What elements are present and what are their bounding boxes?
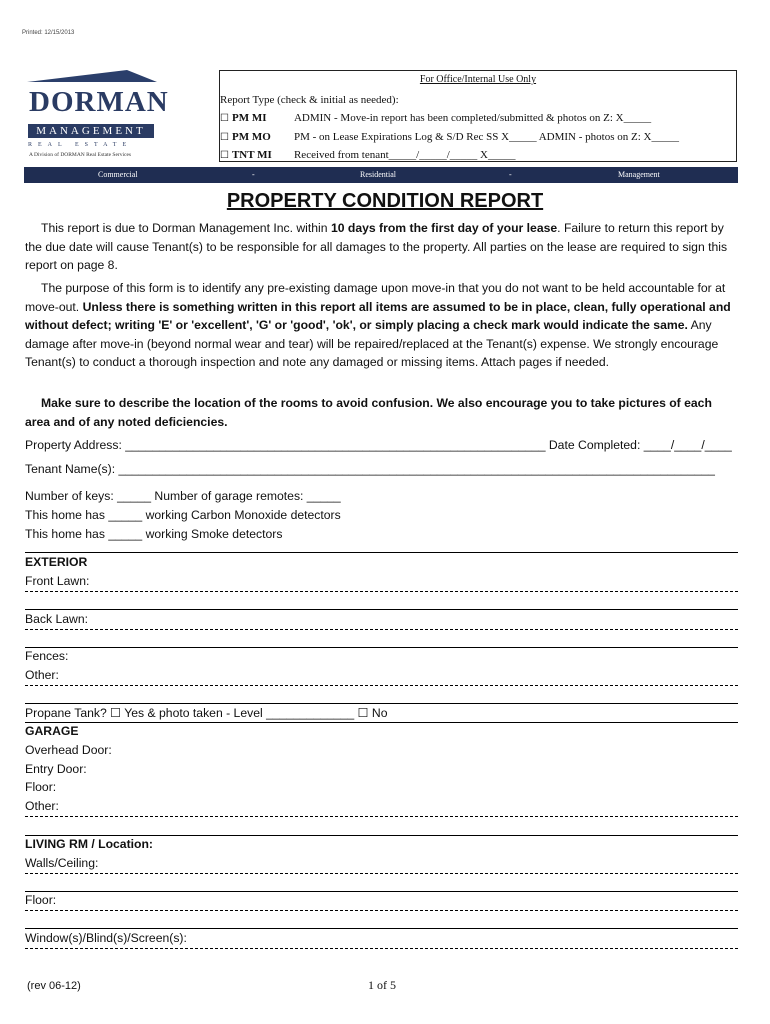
divider [25,928,738,929]
divider [25,647,738,648]
code-tnt-mi: TNT MI [231,149,272,161]
purpose-text-c: Any damage after move-in (beyond normal wear and tear) will be repaired/replaced at the Tenant(s) expense. We strongly encourage Tenant(s) to conduct a thorough inspection and note any damaged or missing items. Attach pages if needed. [25,318,719,369]
logo-real-estate: REAL ESTATE [28,142,133,148]
front-lawn-field[interactable]: Front Lawn: [25,574,90,588]
propane-tank-field[interactable]: Propane Tank? ☐ Yes & photo taken - Level _____________ ☐ No [25,706,388,720]
code-pm-mo: PM MO [231,131,271,143]
band-management: Management [618,170,660,179]
divider [25,910,738,911]
office-row-tnt-mi [220,149,515,161]
divider [25,629,738,630]
logo-management: MANAGEMENT [28,124,154,138]
purpose-paragraph [25,279,737,372]
instructions-paragraph: Make sure to describe the location of the rooms to avoid confusion. We also encourage you to take pictures of each area and of any noted deficiencies. [25,396,712,429]
living-floor-field[interactable]: Floor: [25,893,57,907]
office-box-title: For Office/Internal Use Only [419,74,537,85]
living-walls-field[interactable]: Walls/Ceiling: [25,856,99,870]
overhead-door-field[interactable]: Overhead Door: [25,743,112,757]
office-row-pm-mo [220,131,679,143]
divider [25,703,738,704]
office-use-box [219,70,737,162]
garage-other-field[interactable]: Other: [25,799,59,813]
tenant-names-field[interactable]: Tenant Name(s): ________________________________________________________________________________________ [25,462,715,476]
fences-field[interactable]: Fences: [25,649,69,663]
divider [25,685,738,686]
band-dash-1: - [252,170,255,179]
text-tnt-mi: Received from tenant_____/_____/_____ X_____ [293,149,516,161]
intro-text-a: This report is due to Dorman Management Inc. within [41,221,331,235]
co-detectors-field[interactable]: This home has _____ working Carbon Monoxide detectors [25,508,341,522]
divider [25,552,738,553]
text-pm-mo: PM - on Lease Expirations Log & S/D Rec SS X_____ ADMIN - photos on Z: X_____ [293,131,679,143]
property-address-field[interactable]: Property Address: ______________________________________________________________ Date Completed: ____/____/____ [25,438,732,452]
revision-label: (rev 06-12) [27,980,81,992]
divider [25,873,738,874]
checkbox-pm-mo[interactable]: ☐ [220,132,229,143]
page-title: PROPERTY CONDITION REPORT [226,190,544,212]
report-type-label: Report Type (check & initial as needed): [220,94,399,106]
divider [25,591,738,592]
band-commercial: Commercial [98,170,138,179]
logo-division: A Division of DORMAN Real Estate Services [29,152,132,158]
divider [25,722,738,723]
printed-date: Printed: 12/15/2013 [22,30,75,36]
band-residential: Residential [360,170,396,179]
divider [25,891,738,892]
services-band [24,167,738,183]
code-pm-mi: PM MI [231,112,267,124]
logo-name: DORMAN [29,86,169,118]
logo-roof [27,70,157,82]
checkbox-pm-mi[interactable]: ☐ [220,113,229,124]
divider [25,948,738,949]
band-dash-2: - [509,170,512,179]
checkbox-tnt-mi[interactable]: ☐ [220,150,229,161]
intro-text-c: . Failure to return this report by the due date will cause Tenant(s) to be responsible for all damages to the property. All parties on the lease are required to sign this report on page 8. [25,221,728,272]
entry-door-field[interactable]: Entry Door: [25,762,87,776]
smoke-detectors-field[interactable]: This home has _____ working Smoke detectors [25,527,283,541]
text-pm-mi: ADMIN - Move-in report has been completed/submitted & photos on Z: X_____ [293,112,652,124]
garage-floor-field[interactable]: Floor: [25,780,57,794]
back-lawn-field[interactable]: Back Lawn: [25,612,89,626]
exterior-other-field[interactable]: Other: [25,668,59,682]
divider [25,816,738,817]
living-windows-field[interactable]: Window(s)/Blind(s)/Screen(s): [25,931,187,945]
purpose-bold: Unless there is something written in this report all items are assumed to be in place, clean, fully operational and without defect; writing 'E' or 'excellent', 'G' or 'good', 'ok', or simply placing a check mark would indicate the same. [25,299,731,332]
divider [25,835,738,836]
page-number: 1 of 5 [368,978,396,992]
keys-field[interactable]: Number of keys: _____ Number of garage remotes: _____ [25,489,341,503]
living-room-heading: LIVING RM / Location: [25,837,153,851]
exterior-heading: EXTERIOR [25,555,88,569]
divider [25,609,738,610]
office-row-pm-mi [220,112,651,124]
intro-paragraph [25,219,737,275]
purpose-text-a: The purpose of this form is to identify any pre-existing damage upon move-in that you do not want to be held accountable for at move-out. [25,281,726,314]
intro-deadline: 10 days from the first day of your lease [330,221,558,235]
garage-heading: GARAGE [25,724,79,738]
company-logo [24,70,169,162]
